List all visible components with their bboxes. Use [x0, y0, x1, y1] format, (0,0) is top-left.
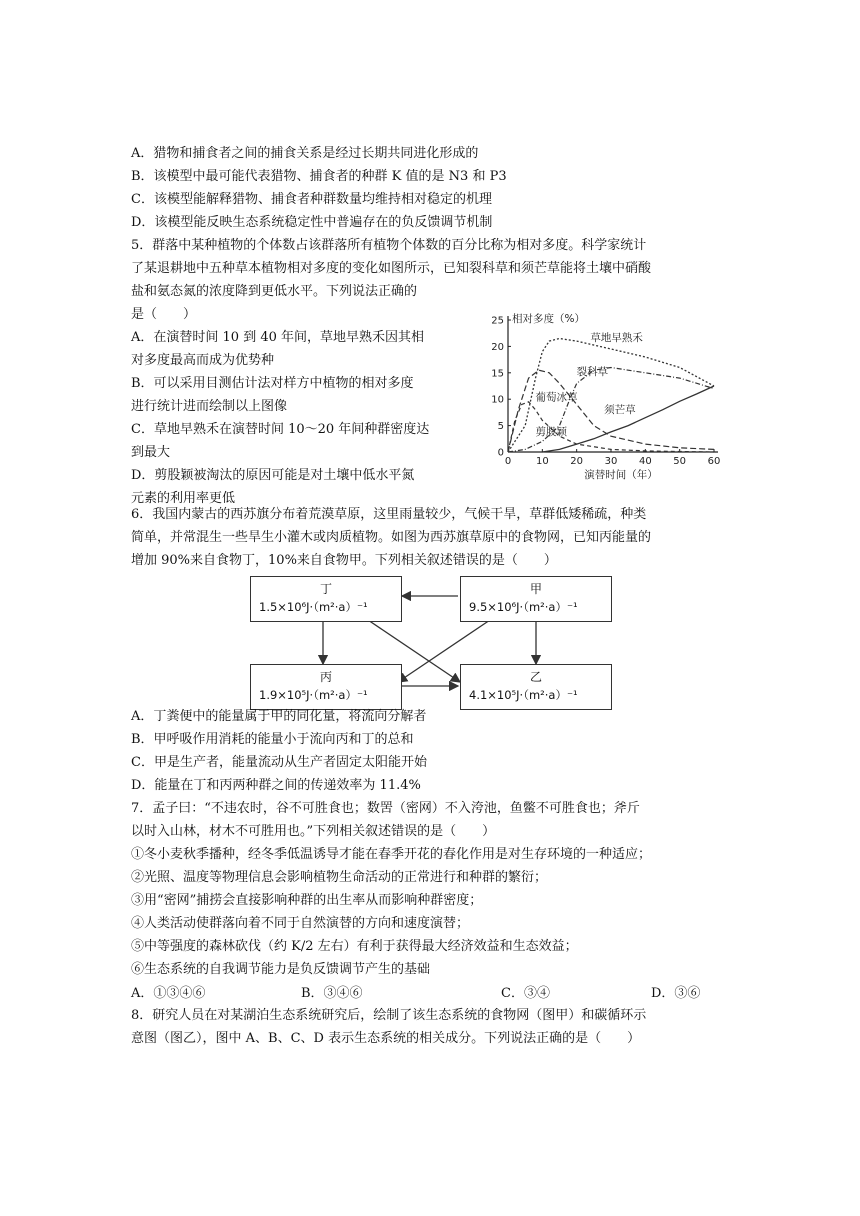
q7-statement-3: ③用“密网”捕捞会直接影响种群的出生率从而影响种群密度；	[131, 893, 483, 908]
node-jia	[460, 576, 612, 622]
x-tick-label: 40	[638, 456, 652, 467]
q4-option-b: B．该模型中最可能代表猎物、捕食者的种群 K 值的是 N3 和 P3	[131, 169, 507, 184]
q5-option-line: 对多度最高而成为优势种	[131, 353, 275, 368]
x-axis-label: 演替时间（年）	[584, 469, 658, 481]
series-label: 裂科草	[576, 365, 609, 378]
node-jia-energy: 9.5×10⁶J·（m²·a）⁻¹	[469, 600, 578, 614]
q7-choices	[131, 982, 731, 1002]
q7-choice-b: B．③④⑥	[301, 986, 363, 1001]
x-tick-label: 50	[673, 456, 687, 467]
q6-stem-line: 增加 90%来自食物丁，10%来自食物甲。下列相关叙述错误的是（ ）	[131, 553, 557, 568]
q6-stem-line: 6．我国内蒙古的西苏旗分布着荒漠草原，这里雨量较少，气候干旱，草群低矮稀疏，种类	[131, 507, 647, 522]
node-bing-energy: 1.9×10⁵J·（m²·a）⁻¹	[259, 688, 368, 702]
x-tick-label: 60	[707, 456, 721, 467]
food-web-diagram	[248, 574, 618, 710]
q7-statement-5: ⑤中等强度的森林砍伐（约 K/2 左右）有利于获得最大经济效益和生态效益；	[131, 939, 578, 954]
node-ding	[250, 576, 402, 622]
q7-choice-a: A．①③④⑥	[131, 986, 206, 1001]
series-label: 剪股颖	[535, 426, 567, 439]
q7-stem-line: 7．孟子曰：“不违农时，谷不可胜食也；数罟（密网）不入洿池，鱼鳖不可胜食也；斧斤	[131, 801, 640, 816]
q4-option-c: C．该模型能解释猎物、捕食者种群数量均维持相对稳定的机理	[131, 192, 492, 207]
q6-option-c: C．甲是生产者，能量流动从生产者固定太阳能开始	[131, 755, 427, 770]
q4-option-a: A．猎物和捕食者之间的捕食关系是经过长期共同进化形成的	[131, 146, 479, 161]
node-ding-name: 丁	[319, 582, 332, 596]
q5-option-line: C．草地早熟禾在演替时间 10～20 年间种群密度达	[131, 422, 430, 437]
series-label: 葡萄冰草	[535, 391, 578, 404]
q4-option-d: D．该模型能反映生态系统稳定性中普遍存在的负反馈调节机制	[131, 215, 493, 230]
node-ding-energy: 1.5×10⁶J·（m²·a）⁻¹	[259, 600, 368, 614]
q7-statement-2: ②光照、温度等物理信息会影响植物生命活动的正常进行和种群的繁衍；	[131, 870, 548, 885]
q5-option-line: A．在演替时间 10 到 40 年间，草地早熟禾因其相	[131, 330, 425, 345]
y-axis-label: 相对多度（%）	[512, 313, 585, 325]
q7-statement-1: ①冬小麦秋季播种，经冬季低温诱导才能在春季开花的春化作用是对生存环境的一种适应；	[131, 847, 652, 862]
node-yi-energy: 4.1×10⁵J·（m²·a）⁻¹	[469, 688, 578, 702]
x-tick-label: 10	[535, 456, 549, 467]
q5-stem-line: 了某退耕地中五种草本植物相对多度的变化如图所示，已知裂科草和须芒草能将土壤中硝酸	[131, 261, 652, 276]
y-tick-label: 5	[497, 421, 504, 433]
q5-option-line: 到最大	[131, 445, 171, 460]
x-tick-label: 0	[504, 456, 512, 467]
series-label: 草地早熟禾	[590, 332, 643, 345]
y-tick-label: 15	[491, 368, 504, 380]
q5-stem-line: 是（ ）	[131, 307, 197, 322]
q5-stem-line: 5．群落中某种植物的个体数占该群落所有植物个体数的百分比称为相对多度。科学家统计	[131, 238, 647, 253]
q8-stem-line: 意图（图乙），图中 A、B、C、D 表示生态系统的相关成分。下列说法正确的是（ ）	[131, 1031, 641, 1046]
q7-stem-line: 以时入山林，材木不可胜用也。”下列相关叙述错误的是（ ）	[131, 824, 496, 839]
q5-option-line: D．剪股颖被淘汰的原因可能是对土壤中低水平氮	[131, 468, 415, 483]
x-tick-label: 20	[570, 456, 584, 467]
node-bing	[250, 664, 402, 710]
q6-option-d: D．能量在丁和丙两种群之间的传递效率为 11.4%	[131, 778, 421, 793]
q7-choice-c: C．③④	[501, 986, 550, 1001]
node-bing-name: 丙	[319, 670, 332, 684]
y-tick-label: 25	[491, 315, 504, 327]
relative-abundance-chart	[488, 306, 738, 486]
q6-option-a: A．丁粪便中的能量属于甲的同化量，将流向分解者	[131, 709, 427, 724]
node-yi-name: 乙	[529, 670, 542, 684]
q5-option-line: 进行统计进而绘制以上图像	[131, 399, 288, 414]
q7-statement-4: ④人类活动使群落向着不同于自然演替的方向和速度演替；	[131, 916, 470, 931]
node-jia-name: 甲	[529, 582, 542, 596]
y-tick-label: 10	[491, 394, 504, 406]
y-tick-label: 0	[497, 447, 504, 459]
q5-option-line: B．可以采用目测估计法对样方中植物的相对多度	[131, 376, 414, 391]
q7-choice-d: D．③⑥	[651, 986, 701, 1001]
q6-option-b: B．甲呼吸作用消耗的能量小于流向丙和丁的总和	[131, 732, 414, 747]
y-tick-label: 20	[491, 341, 504, 353]
series-label: 须芒草	[604, 403, 636, 416]
q6-stem-line: 简单，并常混生一些旱生小灌木或肉质植物。如图为西苏旗草原中的食物网，已知丙能量的	[131, 530, 652, 545]
q5-option-line: 元素的利用率更低	[131, 491, 236, 506]
node-yi	[460, 664, 612, 710]
q7-statement-6: ⑥生态系统的自我调节能力是负反馈调节产生的基础	[131, 962, 431, 977]
q8-stem-line: 8．研究人员在对某湖泊生态系统研究后，绘制了该生态系统的食物网（图甲）和碳循环示	[131, 1008, 647, 1023]
x-tick-label: 30	[604, 456, 618, 467]
q5-stem-line: 盐和氨态氮的浓度降到更低水平。下列说法正确的	[131, 284, 418, 299]
